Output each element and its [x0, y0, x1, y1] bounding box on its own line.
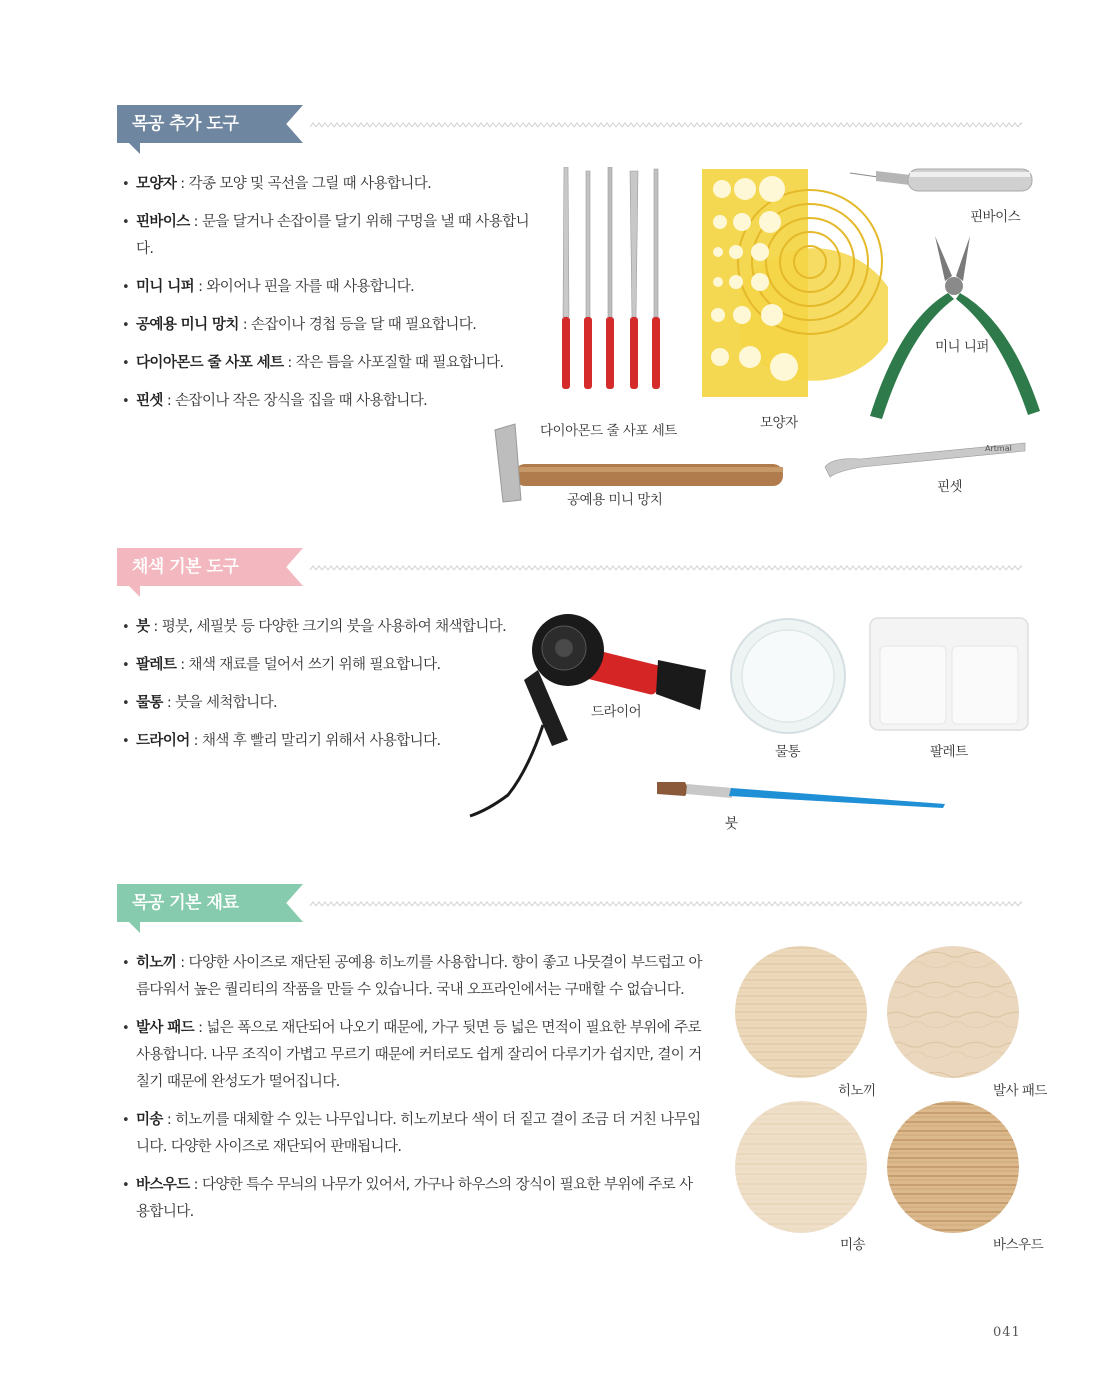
- list-item: • 바스우드 : 다양한 특수 무늬의 나무가 있어서, 가구나 하우스의 장식이 필요한 부위에 주로 사용합니다.: [120, 1172, 702, 1226]
- caption-brush: 붓: [725, 816, 738, 832]
- tool-list: [120, 171, 540, 426]
- list-item: • 붓 : 평붓, 세필붓 등 다양한 크기의 붓을 사용하여 채색합니다.: [120, 614, 520, 641]
- list-item: • 물통 : 붓을 세척합니다.: [120, 690, 520, 717]
- brush-image: [655, 776, 975, 812]
- caption-balsa: 발사 패드: [993, 1083, 1047, 1099]
- divider-line: [310, 120, 1022, 130]
- hinoki-wood-swatch: [735, 946, 867, 1078]
- list-item: • 미송 : 히노끼를 대체할 수 있는 나무입니다. 히노끼보다 색이 더 짙고 결이 조금 더 거친 나무입니다. 다양한 사이즈로 재단되어 판매됩니다.: [120, 1107, 702, 1161]
- list-item: • 발사 패드 : 넓은 폭으로 재단되어 나오기 때문에, 가구 뒷면 등 넓은 면적이 필요한 부위에 주로 사용합니다. 나무 조직이 가볍고 무르기 때문에 커터로도 쉽게 잘리어 다루기가 쉽지만, 결이 거칠기 때문에 완성도가 떨어집니다.: [120, 1015, 702, 1096]
- section-woodwork-basic-materials: [0, 884, 1096, 1264]
- caption-tweezers: 핀셋: [937, 479, 963, 495]
- caption-dryer: 드라이어: [591, 704, 642, 720]
- section-woodwork-extra-tools: [0, 105, 1096, 525]
- caption-mini-nipper: 미니 니퍼: [935, 339, 989, 355]
- caption-diamond-file-set: 다이아몬드 줄 사포 세트: [540, 423, 677, 439]
- section-title: 목공 추가 도구: [132, 114, 239, 134]
- diamond-file-set-image: [550, 167, 670, 397]
- section-title: 목공 기본 재료: [132, 893, 239, 913]
- list-item: • 히노끼 : 다양한 사이즈로 재단된 공예용 히노끼를 사용합니다. 향이 좋고 나뭇결이 부드럽고 아름다워서 높은 퀄리티의 작품을 만들 수 있습니다. 국내 오프라인에서는 구매할 수 없습니다.: [120, 950, 702, 1004]
- pin-vise-image: [850, 163, 1040, 203]
- list-item: • 다이아몬드 줄 사포 세트 : 작은 틈을 사포질할 때 필요합니다.: [120, 350, 540, 377]
- list-item: • 모양자 : 각종 모양 및 곡선을 그릴 때 사용합니다.: [120, 171, 540, 198]
- caption-misong: 미송: [840, 1237, 866, 1253]
- section-title: 채색 기본 도구: [132, 557, 239, 577]
- basswood-swatch: [887, 1101, 1019, 1233]
- caption-pin-vise: 핀바이스: [970, 209, 1021, 225]
- list-item: • 핀바이스 : 문을 달거나 손잡이를 달기 위해 구멍을 낼 때 사용합니다.: [120, 209, 540, 263]
- caption-basswood: 바스우드: [993, 1237, 1044, 1253]
- caption-water-cup: 물통: [775, 744, 801, 760]
- caption-hinoki: 히노끼: [838, 1083, 876, 1099]
- divider-line: [310, 899, 1022, 909]
- list-item: • 핀셋 : 손잡이나 작은 장식을 집을 때 사용합니다.: [120, 388, 540, 415]
- caption-palette: 팔레트: [930, 744, 968, 760]
- caption-template-ruler: 모양자: [760, 415, 798, 431]
- water-cup-image: [728, 616, 848, 736]
- list-item: • 공예용 미니 망치 : 손잡이나 경첩 등을 달 때 필요합니다.: [120, 312, 540, 339]
- misong-wood-swatch: [735, 1101, 867, 1233]
- list-item: • 드라이어 : 채색 후 빨리 말리기 위해서 사용합니다.: [120, 728, 520, 755]
- page-number: 041: [993, 1325, 1021, 1340]
- list-item: • 팔레트 : 채색 재료를 덜어서 쓰기 위해 필요합니다.: [120, 652, 520, 679]
- tweezers-image: [820, 437, 1030, 482]
- tweezers-brand: Artmal: [985, 444, 1012, 453]
- tool-list: [120, 614, 520, 766]
- material-list: [120, 950, 702, 1237]
- divider-line: [310, 563, 1022, 573]
- mini-nipper-image: [860, 231, 1050, 426]
- section-coloring-basic-tools: [0, 548, 1096, 838]
- list-item: • 미니 니퍼 : 와이어나 핀을 자를 때 사용합니다.: [120, 274, 540, 301]
- balsa-wood-swatch: [887, 946, 1019, 1078]
- caption-mini-hammer: 공예용 미니 망치: [567, 492, 663, 508]
- palette-image: [868, 616, 1030, 732]
